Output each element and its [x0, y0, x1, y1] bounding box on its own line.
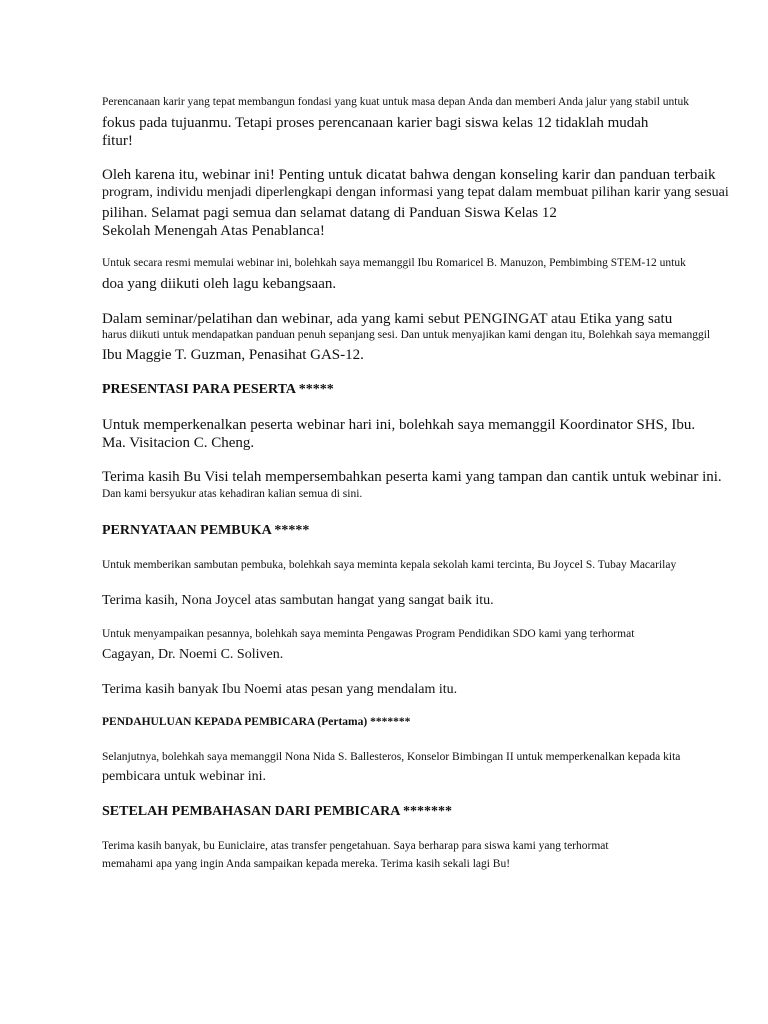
paragraph-line: doa yang diikuti oleh lagu kebangsaan.	[102, 276, 337, 292]
paragraph-line: Dalam seminar/pelatihan dan webinar, ada yang kami sebut PENGINGAT atau Etika yang satu	[102, 311, 673, 327]
paragraph-line: Terima kasih banyak, bu Euniclaire, atas transfer pengetahuan. Saya berharap para siswa kami yang terhormat	[102, 840, 609, 852]
section-heading: PERNYATAAN PEMBUKA *****	[102, 523, 310, 538]
paragraph-line: Perencanaan karir yang tepat membangun fondasi yang kuat untuk masa depan Anda dan memberi Anda jalur yang stabil untuk	[102, 96, 689, 108]
paragraph-line: Ibu Maggie T. Guzman, Penasihat GAS-12.	[102, 347, 364, 363]
paragraph-line: Selanjutnya, bolehkah saya memanggil Nona Nida S. Ballesteros, Konselor Bimbingan II untuk memperkenalkan kepada kita	[102, 751, 681, 763]
paragraph-line: pilihan. Selamat pagi semua dan selamat datang di Panduan Siswa Kelas 12	[102, 205, 557, 221]
paragraph-line: Dan kami bersyukur atas kehadiran kalian semua di sini.	[102, 488, 363, 500]
paragraph-line: Terima kasih Bu Visi telah mempersembahkan peserta kami yang tampan dan cantik untuk webinar ini.	[102, 469, 722, 485]
paragraph-line: Untuk secara resmi memulai webinar ini, bolehkah saya memanggil Ibu Romaricel B. Manuzon, Pembimbing STEM-12 untuk	[102, 257, 686, 269]
paragraph-line: Untuk memberikan sambutan pembuka, bolehkah saya meminta kepala sekolah kami tercinta, Bu Joycel S. Tubay Macarilay	[102, 559, 677, 571]
paragraph-line: harus diikuti untuk mendapatkan panduan penuh sepanjang sesi. Dan untuk menyajikan kami dengan itu, Bolehkah saya memanggil	[102, 329, 711, 341]
paragraph-line: fitur!	[102, 133, 133, 149]
paragraph-line: Sekolah Menengah Atas Penablanca!	[102, 223, 325, 239]
paragraph-line: memahami apa yang ingin Anda sampaikan kepada mereka. Terima kasih sekali lagi Bu!	[102, 858, 511, 870]
paragraph-line: Untuk menyampaikan pesannya, bolehkah saya meminta Pengawas Program Pendidikan SDO kami yang terhormat	[102, 628, 635, 640]
paragraph-line: Terima kasih banyak Ibu Noemi atas pesan yang mendalam itu.	[102, 682, 458, 697]
paragraph-line: program, individu menjadi diperlengkapi dengan informasi yang tepat dalam membuat pilihan karir yang sesuai	[102, 185, 729, 200]
paragraph-line: fokus pada tujuanmu. Tetapi proses perencanaan karier bagi siswa kelas 12 tidaklah mudah	[102, 115, 649, 131]
paragraph-line: pembicara untuk webinar ini.	[102, 769, 267, 784]
paragraph-line: Cagayan, Dr. Noemi C. Soliven.	[102, 647, 284, 662]
paragraph-line: Untuk memperkenalkan peserta webinar hari ini, bolehkah saya memanggil Koordinator SHS, Ibu.	[102, 417, 696, 433]
paragraph-line: Oleh karena itu, webinar ini! Penting untuk dicatat bahwa dengan konseling karir dan panduan terbaik	[102, 167, 716, 183]
paragraph-line: Terima kasih, Nona Joycel atas sambutan hangat yang sangat baik itu.	[102, 593, 494, 608]
paragraph-line: Ma. Visitacion C. Cheng.	[102, 435, 255, 451]
section-heading: SETELAH PEMBAHASAN DARI PEMBICARA *******	[102, 804, 453, 819]
section-heading: PRESENTASI PARA PESERTA *****	[102, 382, 334, 397]
section-heading: PENDAHULUAN KEPADA PEMBICARA (Pertama) *******	[102, 716, 411, 728]
